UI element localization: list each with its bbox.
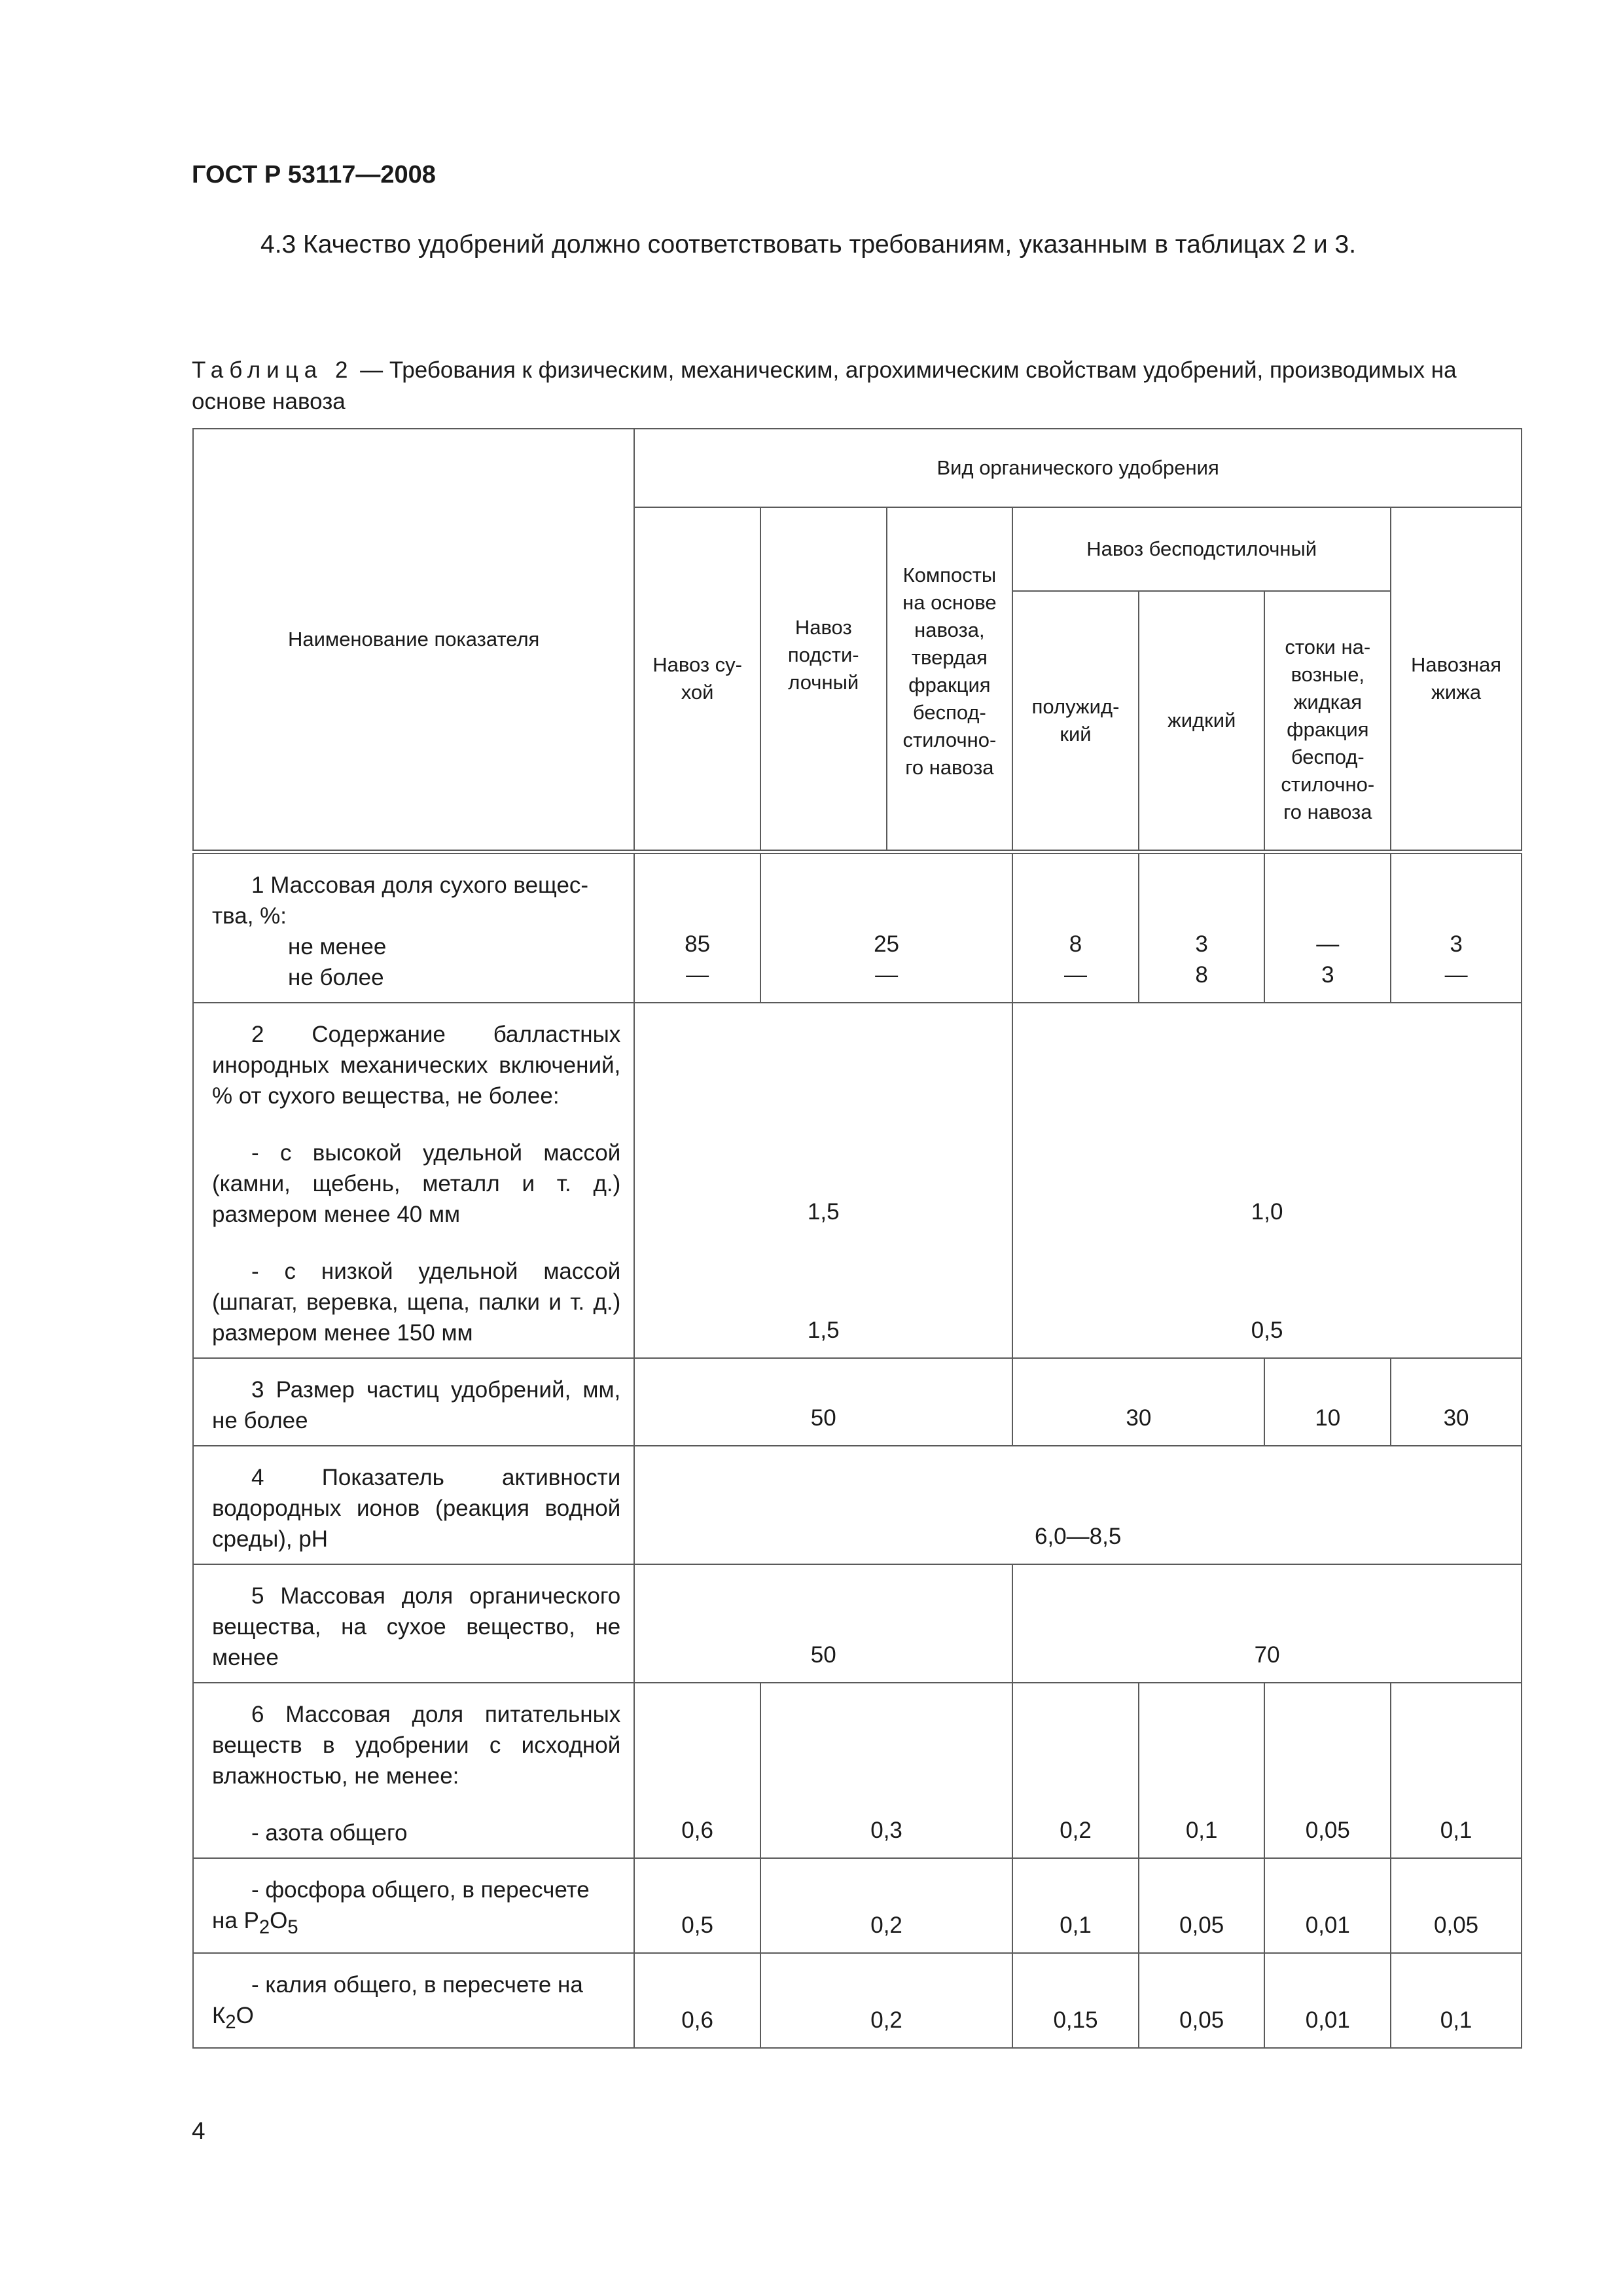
row5-name <box>193 1564 634 1683</box>
phosphorus-o: О <box>270 1908 288 1933</box>
table-caption <box>192 355 1520 418</box>
row5-val-a: 50 <box>634 1564 1012 1683</box>
row1-slurry-max: — <box>1444 962 1468 988</box>
p-litter: 0,2 <box>760 1858 1012 1953</box>
row-ballast-inclusions <box>193 1003 1522 1358</box>
row3-val-a: 50 <box>634 1358 1012 1446</box>
header-compost: Компосты на основе навоза, твердая фракция беспод- стилочно- го навоза <box>887 507 1013 852</box>
row2-title: 2 Содержание балластных инородных механических включений, % от сухого вещества, не более: <box>212 1022 621 1109</box>
p-dry: 0,5 <box>634 1858 760 1953</box>
row1-slurry-min: 3 <box>1450 931 1463 957</box>
n-litter: 0,3 <box>760 1683 1012 1858</box>
row2-name <box>193 1003 634 1358</box>
phosphorus-text: - фосфора общего, в пересчете на Р <box>212 1877 590 1933</box>
row-nutrients-potassium <box>193 1953 1522 2048</box>
k-effluent: 0,01 <box>1264 1953 1391 2048</box>
potassium-sub: 2 <box>225 2012 236 2033</box>
row3-name <box>193 1358 634 1446</box>
row1-effluent-min: — <box>1316 931 1340 957</box>
row3-val-b: 30 <box>1012 1358 1264 1446</box>
k-slurry: 0,1 <box>1391 1953 1522 2048</box>
row6-name <box>193 1683 634 1858</box>
row3-val-d: 30 <box>1391 1358 1522 1446</box>
header-indicator: Наименование показателя <box>193 429 634 852</box>
row1-liquid-max: 8 <box>1195 962 1208 988</box>
row-nutrients-phosphorus <box>193 1858 1522 1953</box>
n-effluent: 0,05 <box>1264 1683 1391 1858</box>
row2-high-b: 1,0 <box>1251 1199 1283 1225</box>
row1-semi-max: — <box>1064 962 1088 988</box>
row1-litter-max: — <box>875 962 899 988</box>
row2-item-high: - с высокой удельной массой (камни, щебень, металл и т. д.) размером менее 40 мм <box>212 1140 621 1227</box>
p-semiliquid: 0,1 <box>1012 1858 1139 1953</box>
row2-item-low: - с низкой удельной массой (шпагат, веревка, щепа, палки и т. д.) размером менее 150 мм <box>212 1259 621 1346</box>
row5-val-b: 70 <box>1012 1564 1522 1683</box>
n-dry: 0,6 <box>634 1683 760 1858</box>
p-liquid: 0,05 <box>1139 1858 1265 1953</box>
row-ph <box>193 1446 1522 1564</box>
row6-potassium <box>193 1953 634 2048</box>
row1-liquid-cell <box>1139 852 1265 1003</box>
row1-dry-max: — <box>686 962 709 988</box>
paragraph-4-3: 4.3 Качество удобрений должно соответствовать требованиям, указанным в таблицах 2 и 3. <box>260 230 1357 259</box>
header-manure-dry: Навоз су- хой <box>634 507 760 852</box>
row1-semiliquid-cell <box>1012 852 1139 1003</box>
caption-label: Таблица 2 <box>192 357 354 383</box>
phosphorus-sub-2: 5 <box>287 1917 298 1938</box>
row6-nitrogen: - азота общего <box>251 1820 408 1846</box>
page-number: 4 <box>192 2117 205 2144</box>
row2-group-b <box>1012 1003 1522 1358</box>
header-manure-litter: Навоз подсти- лочный <box>760 507 887 852</box>
row1-litter-cell <box>760 852 1012 1003</box>
row6-phosphorus <box>193 1858 634 1953</box>
potassium-o: О <box>236 2003 254 2028</box>
row4-value: 6,0—8,5 <box>634 1446 1522 1564</box>
header-semiliquid: полужид- кий <box>1012 591 1139 852</box>
caption-text: — Требования к физическим, механическим, агрохимическим свойствам удобрений, производимых на основе навоза <box>192 357 1457 414</box>
header-slurry: Навозная жижа <box>1391 507 1522 852</box>
row1-name <box>193 852 634 1003</box>
row1-liquid-min: 3 <box>1195 931 1208 957</box>
row6-title: 6 Массовая доля питательных веществ в удобрении с исходной влажностью, не менее: <box>212 1702 621 1789</box>
row1-title: 1 Массовая доля сухого вещес- <box>251 872 589 898</box>
header-fertilizer-type: Вид органического удобрения <box>634 429 1522 507</box>
row-particle-size <box>193 1358 1522 1446</box>
k-dry: 0,6 <box>634 1953 760 2048</box>
row-nutrients-nitrogen <box>193 1683 1522 1858</box>
phosphorus-sub-1: 2 <box>259 1917 270 1938</box>
header-liquid: жидкий <box>1139 591 1265 852</box>
row2-low-b: 0,5 <box>1251 1318 1283 1343</box>
requirements-table <box>192 428 1522 2049</box>
row-organic-matter <box>193 1564 1522 1683</box>
row1-slurry-cell <box>1391 852 1522 1003</box>
row1-litter-min: 25 <box>874 931 900 957</box>
row1-dry-cell <box>634 852 760 1003</box>
row-dry-matter <box>193 852 1522 1003</box>
row3-val-c: 10 <box>1264 1358 1391 1446</box>
p-slurry: 0,05 <box>1391 1858 1522 1953</box>
row1-min-label: не менее <box>288 934 387 960</box>
row1-effluent-max: 3 <box>1321 962 1334 988</box>
row4-title: 4 Показатель активности водородных ионов (реакция водной среды), pH <box>212 1465 621 1552</box>
k-semiliquid: 0,15 <box>1012 1953 1139 2048</box>
n-semiliquid: 0,2 <box>1012 1683 1139 1858</box>
row4-name <box>193 1446 634 1564</box>
row1-max-label: не более <box>288 965 384 990</box>
header-row-1 <box>193 429 1522 507</box>
n-slurry: 0,1 <box>1391 1683 1522 1858</box>
k-litter: 0,2 <box>760 1953 1012 2048</box>
n-liquid: 0,1 <box>1139 1683 1265 1858</box>
row1-title-cont: тва, %: <box>212 903 287 929</box>
row2-low-a: 1,5 <box>807 1318 840 1343</box>
standard-header: ГОСТ Р 53117—2008 <box>192 161 436 188</box>
row3-title: 3 Размер частиц удобрений, мм, не более <box>212 1377 621 1433</box>
row2-high-a: 1,5 <box>807 1199 840 1225</box>
header-effluent: стоки на- возные, жидкая фракция беспод- стилочно- го навоза <box>1264 591 1391 852</box>
row1-dry-min: 85 <box>685 931 711 957</box>
potassium-text: - калия общего, в пересчете на К <box>212 1972 583 2028</box>
row1-effluent-cell <box>1264 852 1391 1003</box>
row2-group-a <box>634 1003 1012 1358</box>
row1-semi-min: 8 <box>1069 931 1082 957</box>
header-litterless-manure: Навоз бесподстилочный <box>1012 507 1391 591</box>
row5-title: 5 Массовая доля органического вещества, на сухое вещество, не менее <box>212 1583 621 1670</box>
p-effluent: 0,01 <box>1264 1858 1391 1953</box>
k-liquid: 0,05 <box>1139 1953 1265 2048</box>
